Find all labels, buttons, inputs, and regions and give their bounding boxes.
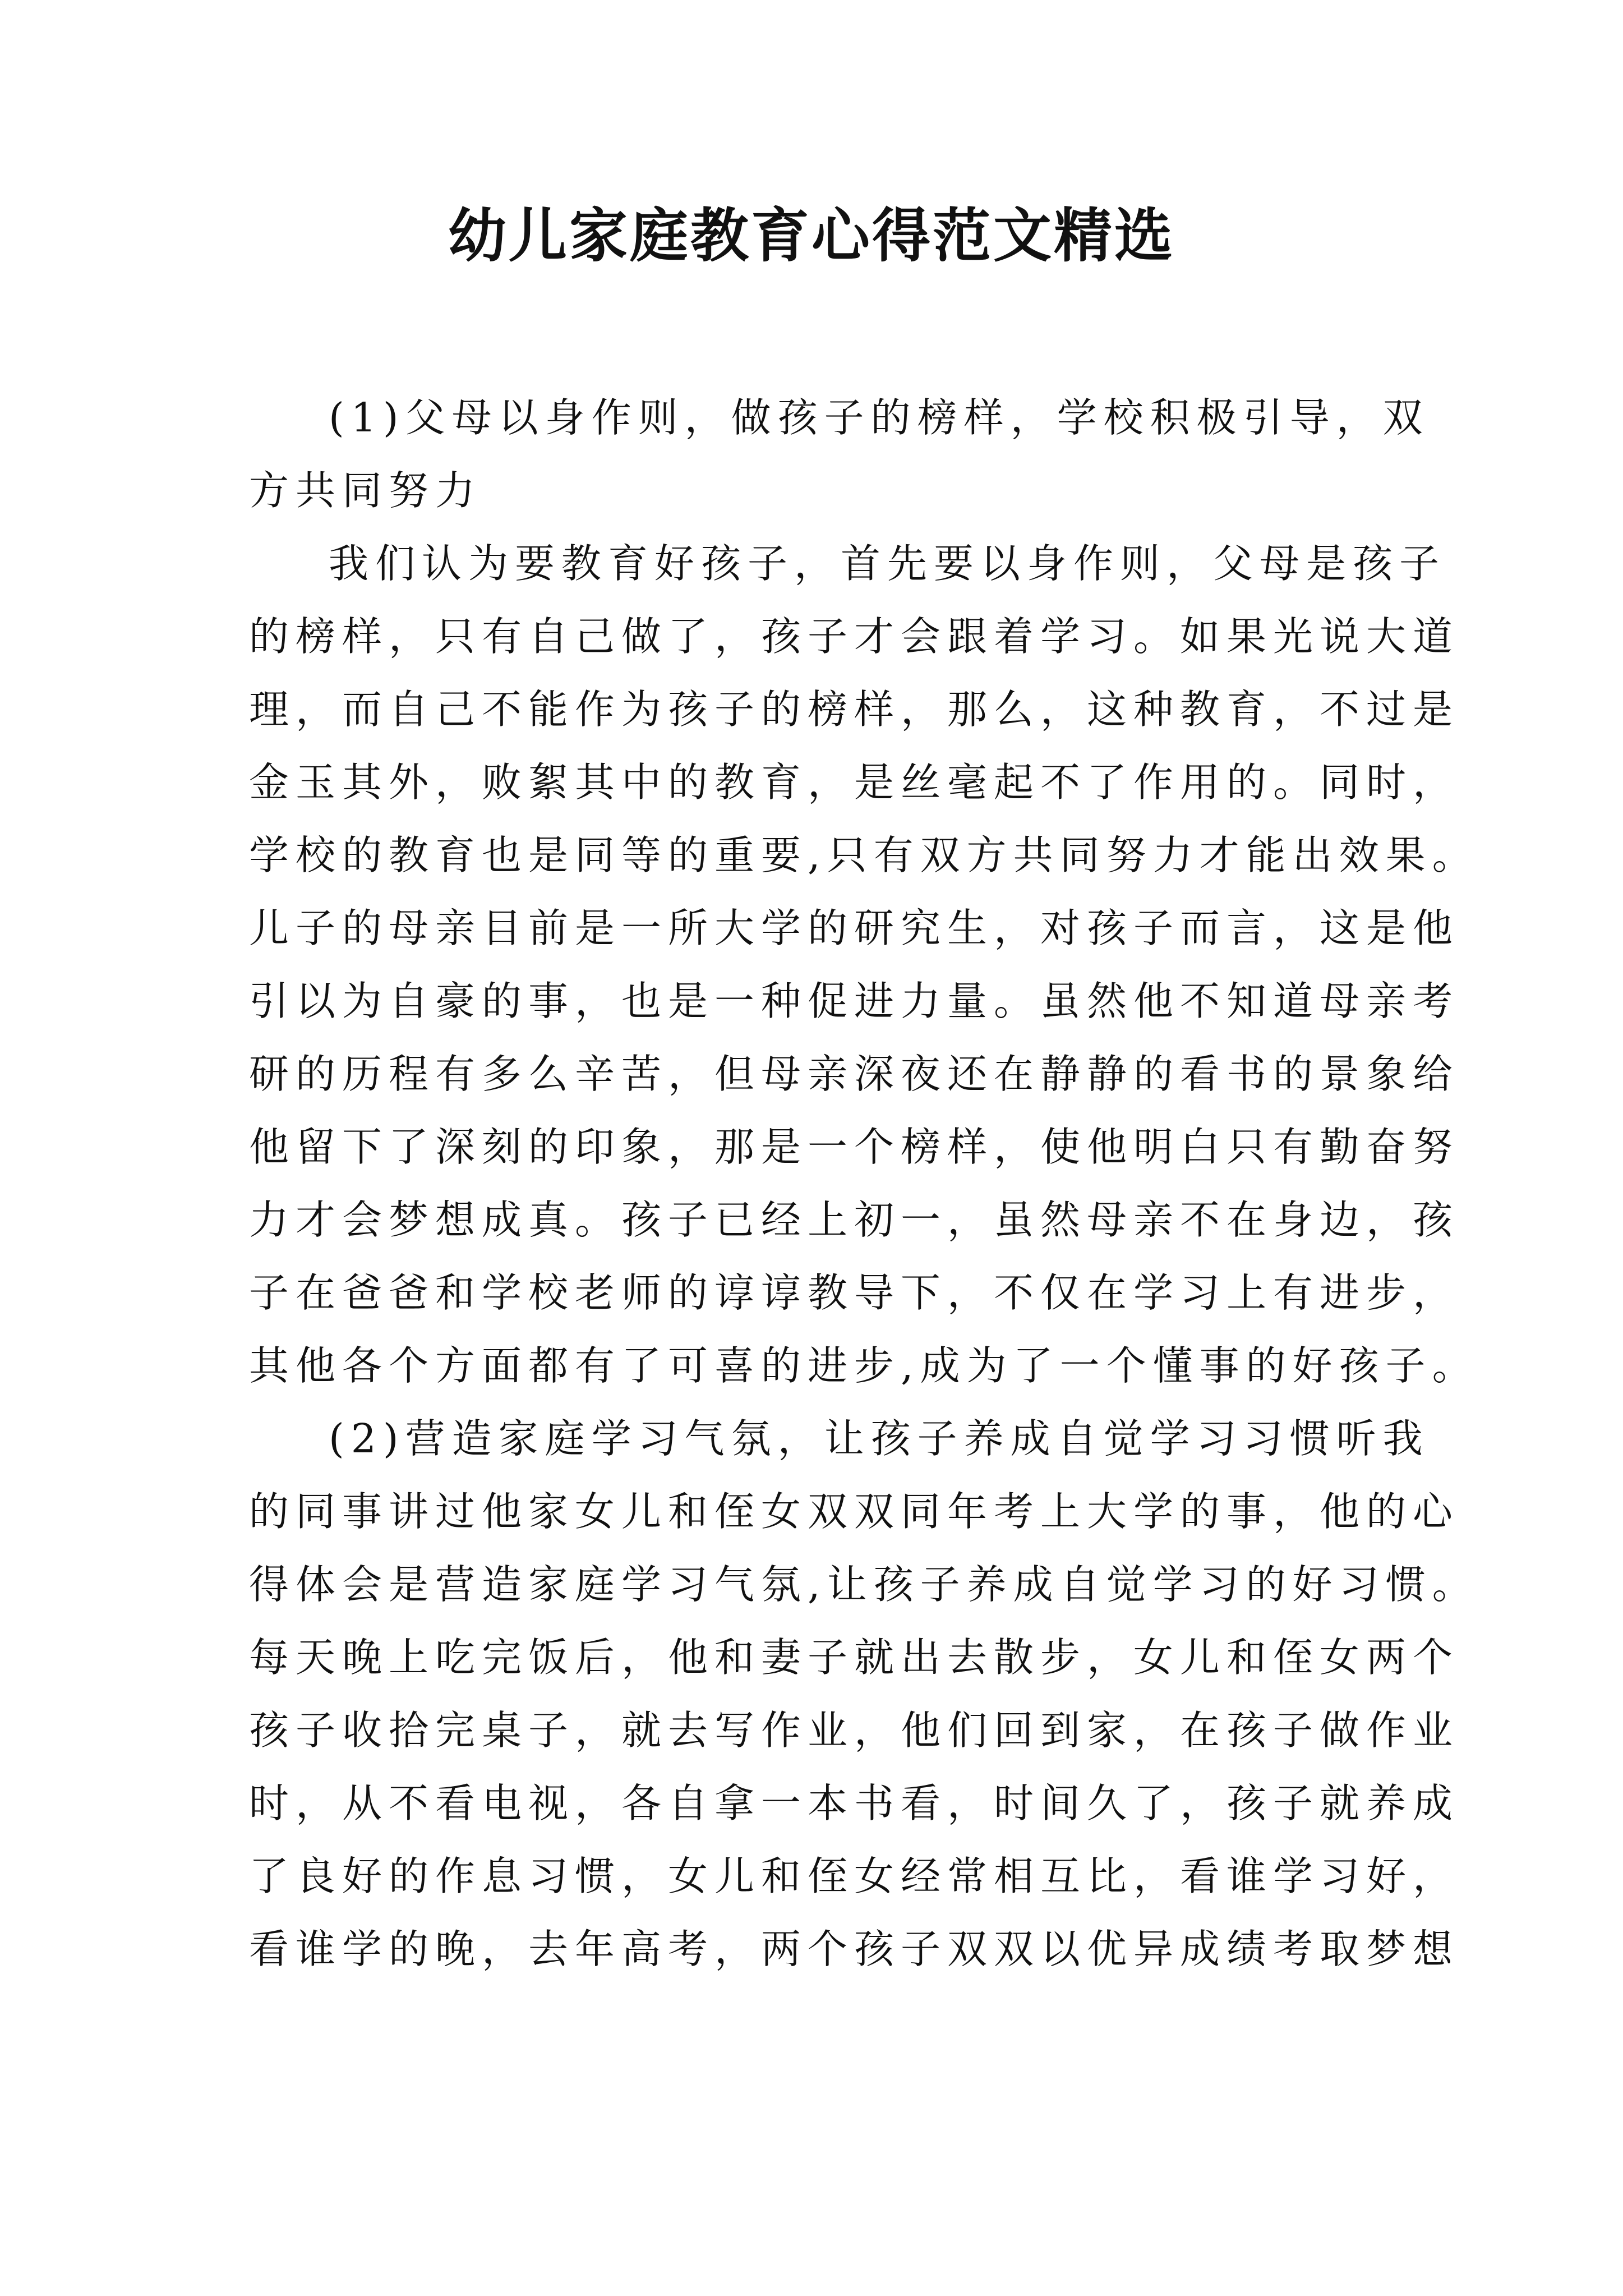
text-line: 方共同努力 xyxy=(249,467,482,514)
text-line: 儿子的母亲目前是一所大学的研究生，对孩子而言，这是他 xyxy=(249,905,1460,951)
text-line: 学校的教育也是同等的重要,只有双方共同努力才能出效果。 xyxy=(249,832,1479,878)
document-body xyxy=(249,381,1479,1986)
text-line: 金玉其外，败絮其中的教育，是丝毫起不了作用的。同时， xyxy=(249,759,1460,806)
text-line: 的同事讲过他家女儿和侄女双双同年考上大学的事，他的心 xyxy=(249,1488,1460,1535)
text-line: 的榜样，只有自己做了，孩子才会跟着学习。如果光说大道 xyxy=(249,613,1460,660)
text-line: 子在爸爸和学校老师的谆谆教导下，不仅在学习上有进步， xyxy=(249,1269,1460,1316)
text-line: 力才会梦想成真。孩子已经上初一，虽然母亲不在身边，孩 xyxy=(249,1197,1460,1243)
paragraph-2 xyxy=(249,527,1479,1402)
text-line: 孩子收拾完桌子，就去写作业，他们回到家，在孩子做作业 xyxy=(249,1707,1460,1754)
text-line: 其他各个方面都有了可喜的进步,成为了一个懂事的好孩子。 xyxy=(249,1342,1479,1389)
text-line: 时，从不看电视，各自拿一本书看，时间久了，孩子就养成 xyxy=(249,1780,1460,1826)
text-line: (1)父母以身作则，做孩子的榜样，学校积极引导，双 xyxy=(329,394,1430,441)
text-line: 了良好的作息习惯，女儿和侄女经常相互比，看谁学习好， xyxy=(249,1853,1460,1899)
text-line: 引以为自豪的事，也是一种促进力量。虽然他不知道母亲考 xyxy=(249,978,1460,1024)
text-line: 他留下了深刻的印象，那是一个榜样，使他明白只有勤奋努 xyxy=(249,1124,1460,1170)
paragraph-3 xyxy=(249,1402,1479,1986)
text-line: 研的历程有多么辛苦，但母亲深夜还在静静的看书的景象给 xyxy=(249,1051,1460,1097)
document-title: 幼儿家庭教育心得范文精选 xyxy=(448,201,1175,270)
text-line: 我们认为要教育好孩子，首先要以身作则，父母是孩子 xyxy=(329,540,1446,587)
text-line: 每天晚上吃完饭后，他和妻子就出去散步，女儿和侄女两个 xyxy=(249,1634,1460,1681)
text-line: 看谁学的晚，去年高考，两个孩子双双以优异成绩考取梦想 xyxy=(249,1926,1460,1972)
text-line: (2)营造家庭学习气氛，让孩子养成自觉学习习惯听我 xyxy=(329,1415,1430,1462)
text-line: 理，而自己不能作为孩子的榜样，那么，这种教育，不过是 xyxy=(249,686,1460,733)
text-line: 得体会是营造家庭学习气氛,让孩子养成自觉学习的好习惯。 xyxy=(249,1561,1479,1608)
paragraph-1 xyxy=(249,381,1430,527)
